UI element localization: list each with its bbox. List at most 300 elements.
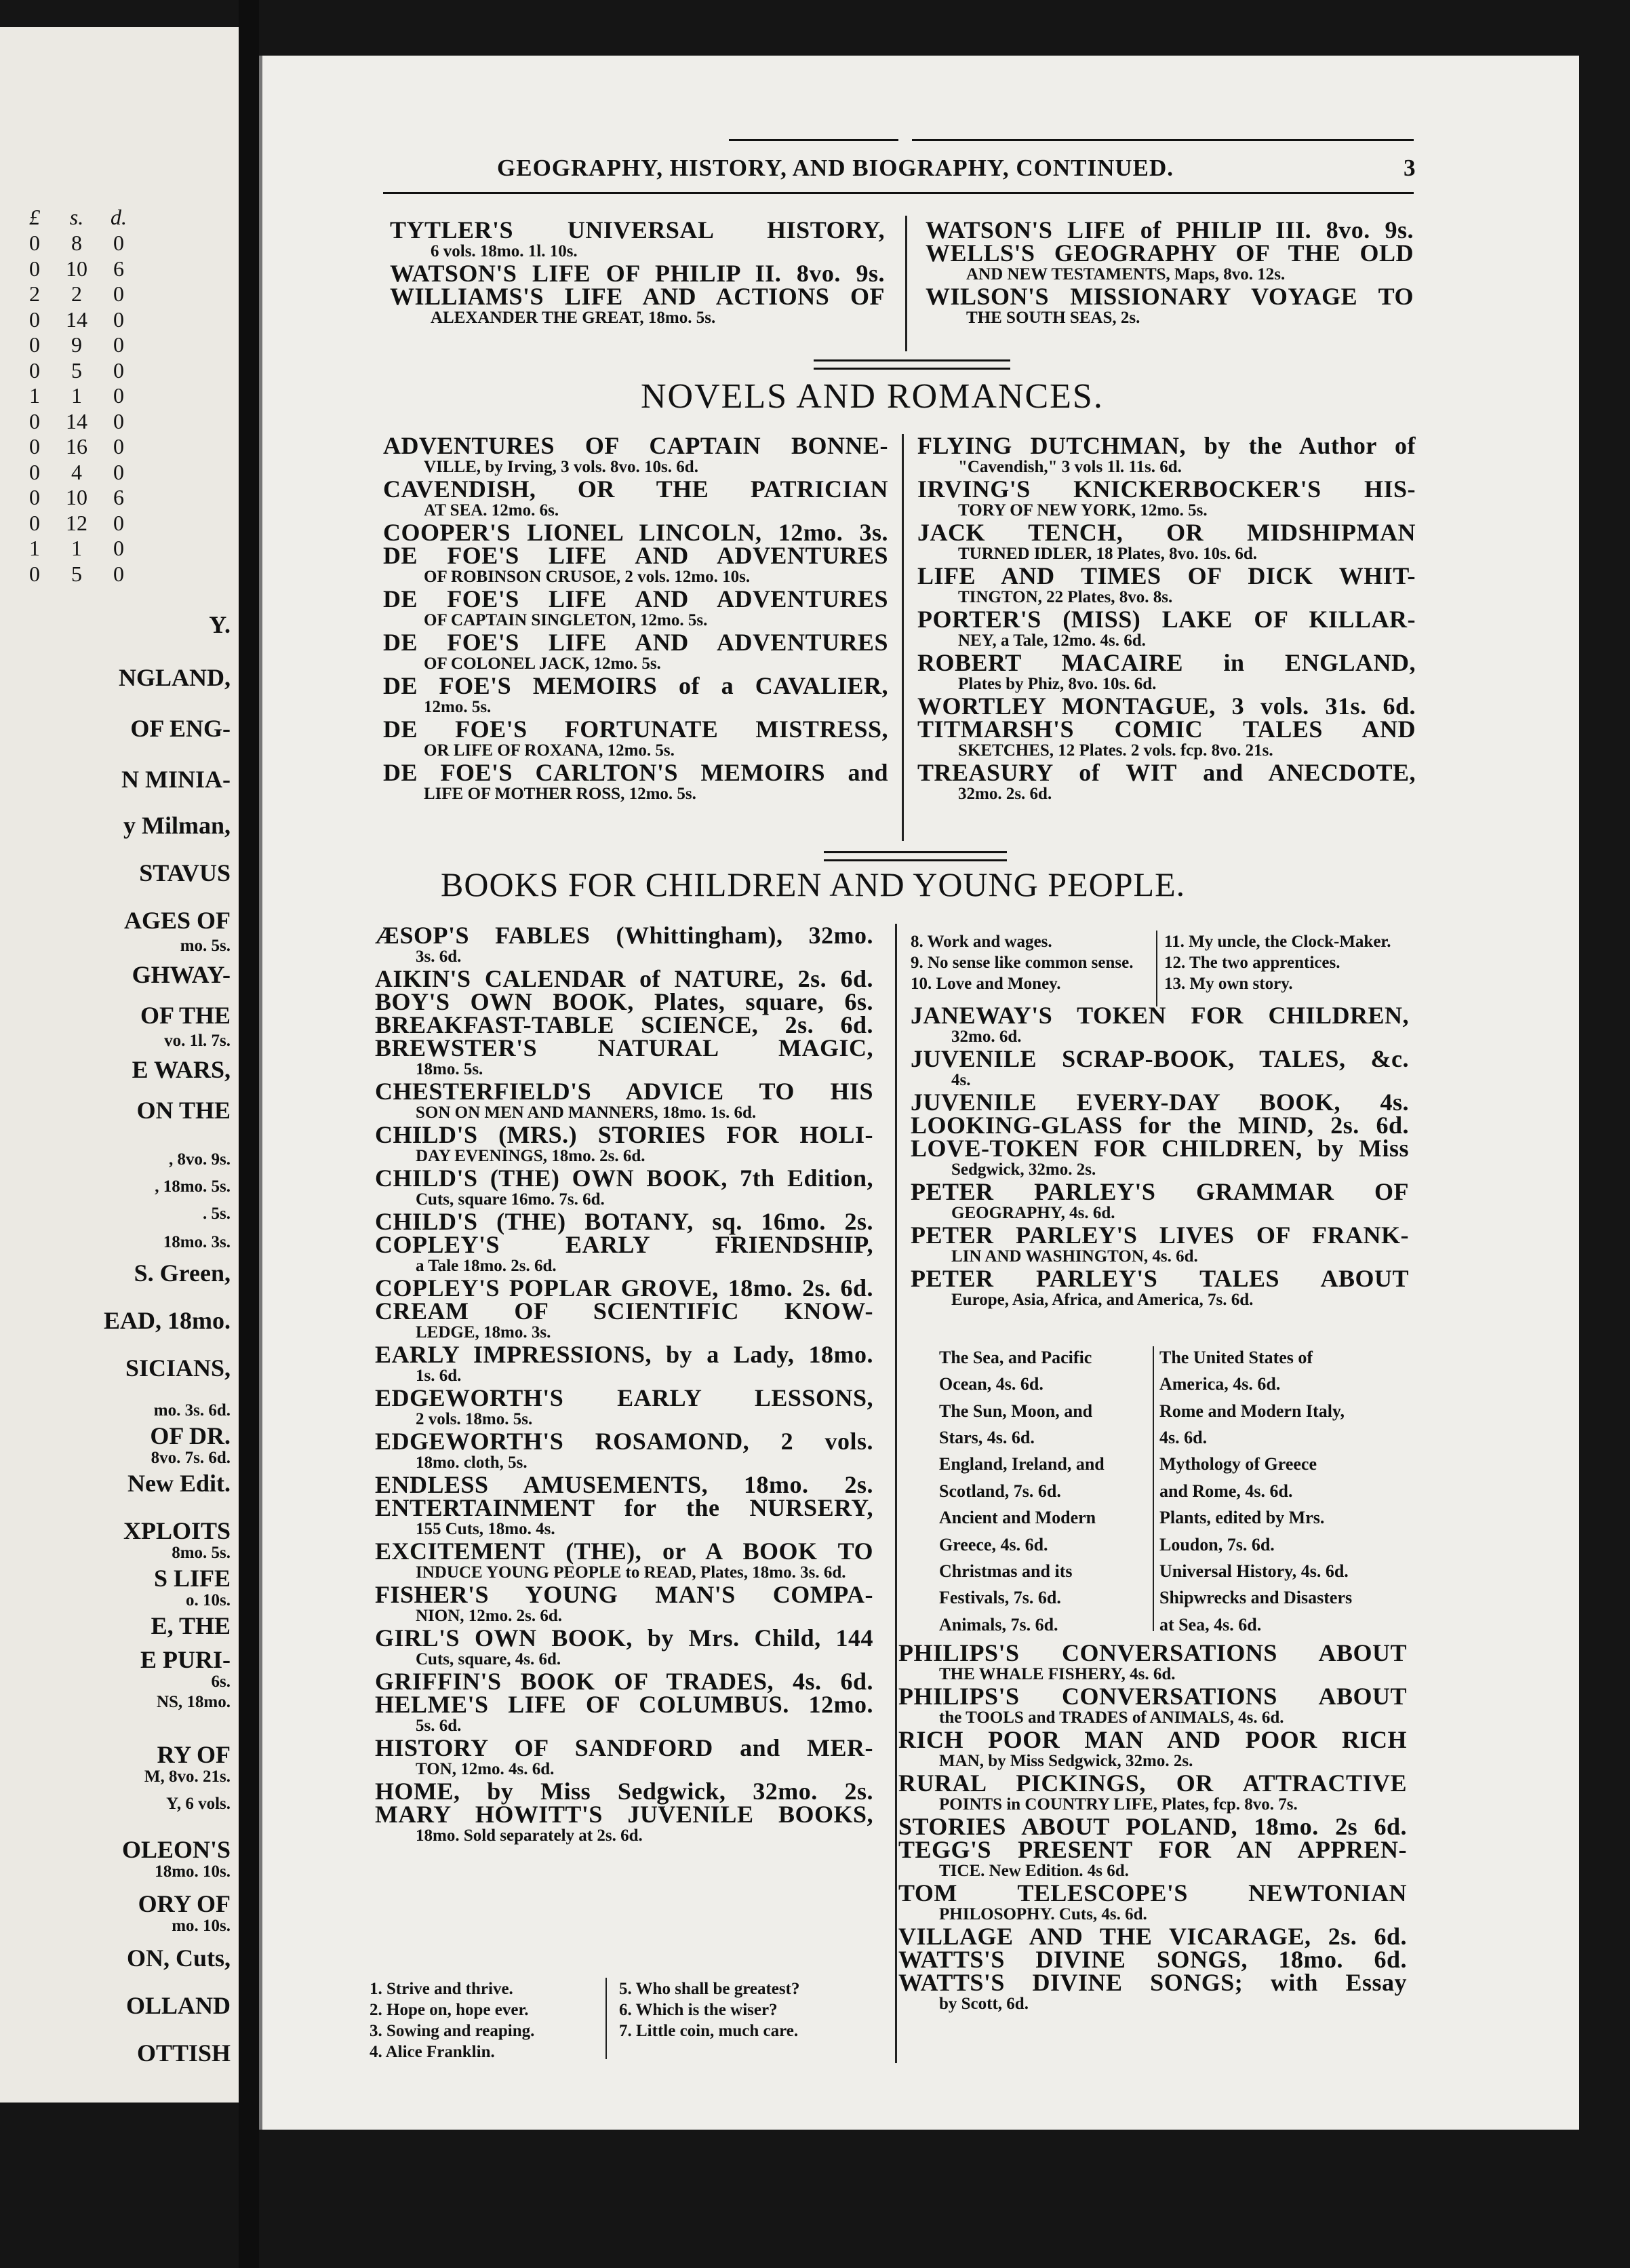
currency-unit: £ <box>29 205 40 229</box>
list-item: at Sea, 4s. 6d. <box>1159 1614 1262 1635</box>
catalog-entry <box>926 285 1414 328</box>
left-page-fragment: mo. 5s. <box>180 937 231 955</box>
entry-title: ADVENTURES OF CAPTAIN BONNE- <box>383 432 888 459</box>
money-value: 0 <box>29 231 40 255</box>
money-value: 2 <box>29 281 40 306</box>
catalog-entry <box>383 631 888 674</box>
entry-title: HOME, by Miss Sedgwick, 32mo. 2s. <box>375 1778 873 1805</box>
catalog-entry <box>375 1736 873 1780</box>
geography-right-column <box>926 218 1414 328</box>
money-value: 16 <box>66 434 87 458</box>
entry-detail: SON ON MEN AND MANNERS, 18mo. 1s. 6d. <box>416 1103 757 1122</box>
entry-title: WATSON'S LIFE of PHILIP III. 8vo. 9s. <box>926 216 1414 243</box>
catalog-entry <box>911 1047 1409 1091</box>
money-value: 5 <box>71 357 82 383</box>
left-page-fragment: OLLAND <box>125 1992 231 2019</box>
entry-title: JANEWAY'S TOKEN FOR CHILDREN, <box>911 1002 1409 1029</box>
catalog-entry <box>375 1693 873 1736</box>
money-value: 14 <box>66 408 87 433</box>
money-value: 0 <box>113 231 124 255</box>
money-value: 6 <box>113 256 124 281</box>
entry-detail: AT SEA. 12mo. 6s. <box>424 501 559 520</box>
entry-detail: GEOGRAPHY, 4s. 6d. <box>951 1204 1115 1222</box>
catalog-entry <box>375 1386 873 1430</box>
money-value: 0 <box>113 536 124 560</box>
children-right-column-a <box>911 1004 1409 1310</box>
list-item: 13. My own story. <box>1164 975 1293 993</box>
section-rule <box>824 851 1007 861</box>
money-row <box>14 383 140 408</box>
money-row <box>14 434 140 459</box>
money-value: 0 <box>29 459 40 484</box>
left-page-fragment: E PURI- <box>140 1646 231 1673</box>
left-page-fragment: 8vo. 7s. 6d. <box>151 1449 231 1467</box>
entry-title: LIFE AND TIMES OF DICK WHIT- <box>917 562 1416 589</box>
entry-detail: TON, 12mo. 4s. 6d. <box>416 1760 555 1778</box>
entry-title: FLYING DUTCHMAN, by the Author of <box>917 432 1416 459</box>
list-item: Universal History, 4s. 6d. <box>1159 1561 1349 1581</box>
entry-detail: VILLE, by Irving, 3 vols. 8vo. 10s. 6d. <box>424 458 698 476</box>
entry-detail: 5s. 6d. <box>416 1717 462 1735</box>
money-value: 0 <box>29 561 40 586</box>
money-row <box>14 332 140 357</box>
money-value: 0 <box>29 434 40 458</box>
novels-left-column <box>383 434 888 804</box>
list-item: The Sea, and Pacific <box>939 1348 1092 1367</box>
money-value: 1 <box>71 536 82 560</box>
money-value: 1 <box>29 536 40 560</box>
money-value: 0 <box>113 561 124 586</box>
catalog-entry <box>375 1036 873 1080</box>
entry-detail: Cuts, square 16mo. 7s. 6d. <box>416 1190 605 1209</box>
money-value: 0 <box>29 307 40 332</box>
entry-detail: DAY EVENINGS, 18mo. 2s. 6d. <box>416 1147 645 1165</box>
catalog-entry <box>898 1838 1407 1881</box>
entry-detail: 18mo. Sold separately at 2s. 6d. <box>416 1826 643 1845</box>
left-page-fragment: vo. 1l. 7s. <box>164 1032 231 1050</box>
entry-title: CHILD'S (MRS.) STORIES FOR HOLI- <box>375 1121 873 1148</box>
entry-detail: the TOOLS and TRADES of ANIMALS, 4s. 6d. <box>939 1708 1284 1727</box>
entry-title: DE FOE'S LIFE AND ADVENTURES <box>383 585 888 612</box>
catalog-entry <box>911 1004 1409 1047</box>
entry-title: TREASURY of WIT and ANECDOTE, <box>917 759 1416 786</box>
entry-title: IRVING'S KNICKERBOCKER'S HIS- <box>917 475 1416 503</box>
catalog-entry <box>375 1626 873 1670</box>
catalog-entry <box>375 1167 873 1210</box>
list-item: 4. Alice Franklin. <box>370 2043 495 2061</box>
header-rule-left <box>729 139 898 141</box>
entry-title: CHESTERFIELD'S ADVICE TO HIS <box>375 1078 873 1105</box>
catalog-entry <box>375 1430 873 1473</box>
entry-title: STORIES ABOUT POLAND, 18mo. 2s 6d. <box>898 1813 1407 1840</box>
money-value: 5 <box>71 561 82 586</box>
money-value: 0 <box>29 485 40 509</box>
left-page-fragment: , 18mo. 5s. <box>155 1177 231 1196</box>
catalog-entry <box>390 285 885 328</box>
money-row <box>14 307 140 332</box>
catalog-entry <box>917 692 1416 720</box>
list-item: Ancient and Modern <box>939 1508 1096 1528</box>
right-page <box>259 56 1579 2130</box>
catalog-entry <box>383 477 888 521</box>
entry-detail: Plates by Phiz, 8vo. 10s. 6d. <box>958 675 1157 693</box>
entry-title: PETER PARLEY'S LIVES OF FRANK- <box>911 1221 1409 1249</box>
entry-detail: 18mo. 5s. <box>416 1060 483 1078</box>
catalog-entry <box>375 1013 873 1036</box>
entry-detail: 3s. 6d. <box>416 947 462 966</box>
entry-detail: 155 Cuts, 18mo. 4s. <box>416 1520 555 1538</box>
left-page-fragment: OF THE <box>140 1002 231 1029</box>
list-item: 5. Who shall be greatest? <box>619 1980 800 1998</box>
entry-title: WATSON'S LIFE OF PHILIP II. 8vo. 9s. <box>390 260 885 287</box>
entry-detail: THE SOUTH SEAS, 2s. <box>966 309 1140 327</box>
catalog-entry <box>898 1685 1407 1728</box>
entry-title: PHILIPS'S CONVERSATIONS ABOUT <box>898 1639 1407 1666</box>
entry-detail: PHILOSOPHY. Cuts, 4s. 6d. <box>939 1905 1147 1923</box>
catalog-entry <box>917 718 1416 761</box>
entry-title: JUVENILE EVERY-DAY BOOK, 4s. <box>911 1089 1409 1116</box>
left-page-fragment: 18mo. 10s. <box>155 1862 231 1881</box>
money-value: 0 <box>29 332 40 357</box>
geography-left-column <box>390 218 885 328</box>
entry-title: BREAKFAST-TABLE SCIENCE, 2s. 6d. <box>375 1011 873 1038</box>
entry-title: PORTER'S (MISS) LAKE OF KILLAR- <box>917 606 1416 633</box>
running-head: GEOGRAPHY, HISTORY, AND BIOGRAPHY, CONTINUED. <box>497 155 1174 181</box>
entry-title: MARY HOWITT'S JUVENILE BOOKS, <box>375 1801 873 1828</box>
currency-unit: d. <box>111 205 127 229</box>
entry-detail: Cuts, square, 4s. 6d. <box>416 1650 561 1668</box>
left-page-fragment: SICIANS, <box>125 1354 231 1382</box>
list-item: and Rome, 4s. 6d. <box>1159 1481 1293 1501</box>
entry-title: AIKIN'S CALENDAR of NATURE, 2s. 6d. <box>375 965 873 992</box>
entry-detail: ALEXANDER THE GREAT, 18mo. 5s. <box>431 309 716 327</box>
catalog-entry <box>926 218 1414 241</box>
money-value: 0 <box>113 307 124 332</box>
entry-detail: AND NEW TESTAMENTS, Maps, 8vo. 12s. <box>966 265 1286 284</box>
entry-title: CHILD'S (THE) BOTANY, sq. 16mo. 2s. <box>375 1208 873 1235</box>
left-page-fragment: STAVUS <box>139 859 231 886</box>
catalog-entry <box>911 1114 1409 1137</box>
entry-detail: 32mo. 2s. 6d. <box>958 785 1052 803</box>
left-page-fragment: S. Green, <box>134 1259 231 1287</box>
list-divider <box>1156 931 1157 1006</box>
money-value: 0 <box>113 281 124 306</box>
entry-detail: OR LIFE OF ROXANA, 12mo. 5s. <box>424 741 675 760</box>
entry-title: RICH POOR MAN AND POOR RICH <box>898 1726 1407 1753</box>
entry-detail: TORY OF NEW YORK, 12mo. 5s. <box>958 501 1208 520</box>
catalog-entry <box>898 1971 1407 2014</box>
money-value: 2 <box>71 281 82 306</box>
children-left-column <box>375 924 873 1846</box>
entry-title: BREWSTER'S NATURAL MAGIC, <box>375 1034 873 1061</box>
catalog-entry <box>898 1881 1407 1925</box>
money-row <box>14 511 140 536</box>
list-item: 2. Hope on, hope ever. <box>370 2001 529 2019</box>
entry-detail: TURNED IDLER, 18 Plates, 8vo. 10s. 6d. <box>958 545 1258 563</box>
left-page-fragment: OF DR. <box>150 1422 231 1449</box>
entry-detail: "Cavendish," 3 vols 1l. 11s. 6d. <box>958 458 1182 476</box>
left-page-fragment: M, 8vo. 21s. <box>144 1767 231 1786</box>
catalog-entry <box>383 521 888 544</box>
entry-title: ENDLESS AMUSEMENTS, 18mo. 2s. <box>375 1471 873 1498</box>
catalog-entry <box>383 544 888 587</box>
left-page-fragment: AGES OF <box>123 907 231 934</box>
money-value: 10 <box>66 256 87 281</box>
entry-detail: a Tale 18mo. 2s. 6d. <box>416 1257 557 1275</box>
entry-detail: 12mo. 5s. <box>424 698 492 716</box>
list-item: 6. Which is the wiser? <box>619 2001 778 2019</box>
catalog-entry <box>898 1641 1407 1685</box>
money-value: 10 <box>66 485 87 509</box>
entry-title: ROBERT MACAIRE in ENGLAND, <box>917 649 1416 676</box>
list-item: Scotland, 7s. 6d. <box>939 1481 1061 1501</box>
entry-title: DE FOE'S CARLTON'S MEMOIRS and <box>383 759 888 786</box>
catalog-entry <box>375 1496 873 1540</box>
list-item: Ocean, 4s. 6d. <box>939 1374 1043 1394</box>
catalog-entry <box>375 990 873 1013</box>
catalog-entry <box>390 218 885 262</box>
entry-detail: SKETCHES, 12 Plates. 2 vols. fcp. 8vo. 21s. <box>958 741 1273 760</box>
catalog-entry <box>911 1180 1409 1224</box>
catalog-entry <box>375 1540 873 1583</box>
left-page-fragment: ON, Cuts, <box>126 1944 231 1972</box>
entry-detail: TINGTON, 22 Plates, 8vo. 8s. <box>958 588 1173 606</box>
list-item: The United States of <box>1159 1348 1313 1367</box>
catalog-entry <box>383 434 888 477</box>
entry-title: LOOKING-GLASS for the MIND, 2s. 6d. <box>911 1112 1409 1139</box>
left-page-fragment: Y. <box>209 611 231 638</box>
money-value: 0 <box>113 332 124 357</box>
catalog-entry <box>917 608 1416 651</box>
entry-title: COPLEY'S EARLY FRIENDSHIP, <box>375 1231 873 1258</box>
entry-title: TYTLER'S UNIVERSAL HISTORY, <box>390 216 885 243</box>
list-item: 1. Strive and thrive. <box>370 1980 513 1998</box>
left-page-fragment: E WARS, <box>132 1056 231 1083</box>
entry-title: TEGG'S PRESENT FOR AN APPREN- <box>898 1836 1407 1863</box>
column-divider <box>902 434 904 841</box>
entry-detail: THE WHALE FISHERY, 4s. 6d. <box>939 1665 1176 1683</box>
entry-detail: LIFE OF MOTHER ROSS, 12mo. 5s. <box>424 785 696 803</box>
money-row <box>14 256 140 281</box>
catalog-entry <box>375 1123 873 1167</box>
entry-title: GRIFFIN'S BOOK OF TRADES, 4s. 6d. <box>375 1668 873 1695</box>
left-page-fragment: New Edit. <box>127 1470 231 1497</box>
currency-header <box>14 205 140 230</box>
entry-detail: 18mo. cloth, 5s. <box>416 1453 528 1472</box>
money-value: 4 <box>71 459 82 484</box>
catalog-entry <box>898 1815 1407 1838</box>
book-gutter <box>239 0 259 2268</box>
entry-detail: POINTS in COUNTRY LIFE, Plates, fcp. 8vo. 7s. <box>939 1795 1298 1814</box>
entry-title: PHILIPS'S CONVERSATIONS ABOUT <box>898 1683 1407 1710</box>
entry-title: JACK TENCH, OR MIDSHIPMAN <box>917 519 1416 546</box>
left-page-fragment: 6s. <box>211 1673 231 1691</box>
catalog-entry <box>917 434 1416 477</box>
entry-title: BOY'S OWN BOOK, Plates, square, 6s. <box>375 988 873 1015</box>
left-page-fragment: y Milman, <box>123 812 231 839</box>
entry-title: EDGEWORTH'S EARLY LESSONS, <box>375 1384 873 1411</box>
catalog-entry <box>375 1343 873 1386</box>
entry-title: ÆSOP'S FABLES (Whittingham), 32mo. <box>375 922 873 949</box>
list-item: 11. My uncle, the Clock-Maker. <box>1164 933 1391 951</box>
entry-title: EDGEWORTH'S ROSAMOND, 2 vols. <box>375 1428 873 1455</box>
entry-title: EXCITEMENT (THE), or A BOOK TO <box>375 1538 873 1565</box>
entry-detail: 6 vols. 18mo. 1l. 10s. <box>431 242 578 260</box>
entry-title: PETER PARLEY'S GRAMMAR OF <box>911 1178 1409 1205</box>
left-page <box>0 27 241 2103</box>
left-page-fragment: OLEON'S <box>121 1836 231 1863</box>
entry-detail: NEY, a Tale, 12mo. 4s. 6d. <box>958 631 1146 650</box>
left-page-fragment: 8mo. 5s. <box>172 1544 231 1562</box>
entry-title: TITMARSH'S COMIC TALES AND <box>917 716 1416 743</box>
money-row <box>14 281 140 307</box>
list-item: 4s. 6d. <box>1159 1428 1208 1448</box>
catalog-entry <box>375 1780 873 1803</box>
money-row <box>14 231 140 256</box>
money-value: 0 <box>113 408 124 433</box>
left-page-fragment: o. 10s. <box>186 1591 231 1609</box>
entry-title: ENTERTAINMENT for the NURSERY, <box>375 1494 873 1521</box>
list-item: Festivals, 7s. 6d. <box>939 1588 1061 1608</box>
entry-detail: OF ROBINSON CRUSOE, 2 vols. 12mo. 10s. <box>424 568 751 586</box>
catalog-entry <box>917 651 1416 695</box>
entry-title: TOM TELESCOPE'S NEWTONIAN <box>898 1879 1407 1907</box>
list-item: Loudon, 7s. 6d. <box>1159 1534 1275 1555</box>
left-page-fragment: S LIFE <box>153 1565 231 1592</box>
left-page-fragment: OF ENG- <box>130 715 231 742</box>
entry-title: COPLEY'S POPLAR GROVE, 18mo. 2s. 6d. <box>375 1274 873 1302</box>
left-page-fragment: ORY OF <box>138 1890 231 1917</box>
list-item: Plants, edited by Mrs. <box>1159 1508 1325 1528</box>
list-item: 8. Work and wages. <box>911 933 1052 951</box>
money-value: 0 <box>113 459 124 484</box>
page-number: 3 <box>1404 155 1416 181</box>
entry-title: GIRL'S OWN BOOK, by Mrs. Child, 144 <box>375 1624 873 1651</box>
left-page-fragment: NS, 18mo. <box>156 1693 231 1711</box>
list-item: Stars, 4s. 6d. <box>939 1428 1035 1448</box>
catalog-entry <box>383 587 888 631</box>
catalog-entry <box>383 761 888 804</box>
entry-title: COOPER'S LIONEL LINCOLN, 12mo. 3s. <box>383 519 888 546</box>
catalog-entry <box>917 564 1416 608</box>
entry-title: HISTORY OF SANDFORD and MER- <box>375 1734 873 1761</box>
column-divider <box>905 216 907 351</box>
catalog-entry <box>375 924 873 967</box>
entry-detail: OF CAPTAIN SINGLETON, 12mo. 5s. <box>424 611 708 629</box>
catalog-entry <box>898 1772 1407 1815</box>
list-item: 3. Sowing and reaping. <box>370 2022 535 2040</box>
money-value: 0 <box>113 383 124 408</box>
money-value: 9 <box>71 332 82 357</box>
catalog-entry <box>375 1583 873 1626</box>
entry-title: WATTS'S DIVINE SONGS, 18mo. 6d. <box>898 1946 1407 1973</box>
catalog-entry <box>898 1925 1407 1948</box>
entry-detail: 1s. 6d. <box>416 1367 462 1385</box>
list-item: The Sun, Moon, and <box>939 1401 1093 1421</box>
entry-detail: MAN, by Miss Sedgwick, 32mo. 2s. <box>939 1752 1193 1770</box>
entry-title: WILLIAMS'S LIFE AND ACTIONS OF <box>390 283 885 310</box>
entry-detail: Europe, Asia, Africa, and America, 7s. 6d. <box>951 1291 1254 1309</box>
money-row <box>14 485 140 510</box>
left-page-fragment: . 5s. <box>203 1205 231 1223</box>
entry-title: EARLY IMPRESSIONS, by a Lady, 18mo. <box>375 1341 873 1368</box>
catalog-entry <box>390 262 885 285</box>
left-page-fragment: 18mo. 3s. <box>163 1233 231 1251</box>
left-page-fragment: GHWAY- <box>132 961 231 988</box>
children-right-column-b <box>898 1641 1407 2014</box>
catalog-entry <box>375 1233 873 1276</box>
entry-title: VILLAGE AND THE VICARAGE, 2s. 6d. <box>898 1923 1407 1950</box>
money-value: 8 <box>71 231 82 255</box>
catalog-entry <box>917 761 1416 804</box>
entry-title: FISHER'S YOUNG MAN'S COMPA- <box>375 1581 873 1608</box>
left-page-fragment: N MINIA- <box>121 766 231 793</box>
money-value: 0 <box>29 357 40 383</box>
money-row <box>14 562 140 587</box>
entry-title: CREAM OF SCIENTIFIC KNOW- <box>375 1297 873 1325</box>
entry-title: LOVE-TOKEN FOR CHILDREN, by Miss <box>911 1135 1409 1162</box>
novels-right-column <box>917 434 1416 804</box>
list-item: 10. Love and Money. <box>911 975 1061 993</box>
entry-title: JUVENILE SCRAP-BOOK, TALES, &c. <box>911 1045 1409 1072</box>
catalog-entry <box>375 967 873 990</box>
left-page-fragment: XPLOITS <box>123 1517 231 1544</box>
left-page-fragment: mo. 10s. <box>172 1917 231 1935</box>
money-value: 6 <box>113 485 124 509</box>
entry-title: HELME'S LIFE OF COLUMBUS. 12mo. <box>375 1691 873 1718</box>
entry-detail: OF COLONEL JACK, 12mo. 5s. <box>424 654 661 673</box>
entry-title: DE FOE'S LIFE AND ADVENTURES <box>383 629 888 656</box>
entry-detail: 32mo. 6d. <box>951 1028 1022 1046</box>
catalog-entry <box>375 1274 873 1302</box>
catalog-entry <box>375 1299 873 1343</box>
list-item: 9. No sense like common sense. <box>911 954 1134 972</box>
entry-title: RURAL PICKINGS, OR ATTRACTIVE <box>898 1770 1407 1797</box>
entry-detail: TICE. New Edition. 4s 6d. <box>939 1862 1129 1880</box>
entry-detail: Sedgwick, 32mo. 2s. <box>951 1160 1096 1179</box>
entry-detail: NION, 12mo. 2s. 6d. <box>416 1607 562 1625</box>
money-value: 12 <box>66 510 87 535</box>
left-page-fragment: , 8vo. 9s. <box>169 1150 231 1169</box>
list-item: Animals, 7s. 6d. <box>939 1614 1058 1635</box>
catalog-entry <box>911 1267 1409 1310</box>
catalog-entry <box>898 1948 1407 1971</box>
entry-detail: INDUCE YOUNG PEOPLE to READ, Plates, 18mo. 3s. 6d. <box>416 1563 846 1582</box>
list-item: America, 4s. 6d. <box>1159 1374 1281 1394</box>
list-divider <box>1153 1346 1154 1631</box>
entry-title: WORTLEY MONTAGUE, 3 vols. 31s. 6d. <box>917 692 1416 720</box>
catalog-entry <box>375 1670 873 1693</box>
money-value: 0 <box>29 256 40 281</box>
entry-title: DE FOE'S MEMOIRS of a CAVALIER, <box>383 672 888 699</box>
header-rule-top <box>912 139 1414 141</box>
catalog-entry <box>375 1210 873 1233</box>
money-value: 1 <box>29 383 40 408</box>
catalog-entry <box>375 1473 873 1496</box>
catalog-entry <box>926 241 1414 285</box>
list-item: 7. Little coin, much care. <box>619 2022 799 2040</box>
money-row <box>14 460 140 485</box>
catalog-entry <box>917 521 1416 564</box>
column-divider <box>895 924 897 2063</box>
entry-detail: 4s. <box>951 1071 971 1089</box>
entry-title: WILSON'S MISSIONARY VOYAGE TO <box>926 283 1414 310</box>
entry-title: DE FOE'S FORTUNATE MISTRESS, <box>383 716 888 743</box>
entry-title: CHILD'S (THE) OWN BOOK, 7th Edition, <box>375 1165 873 1192</box>
left-page-fragment: mo. 3s. 6d. <box>153 1401 231 1420</box>
left-page-fragment: E, THE <box>151 1612 231 1639</box>
left-page-fragment: NGLAND, <box>118 664 231 691</box>
